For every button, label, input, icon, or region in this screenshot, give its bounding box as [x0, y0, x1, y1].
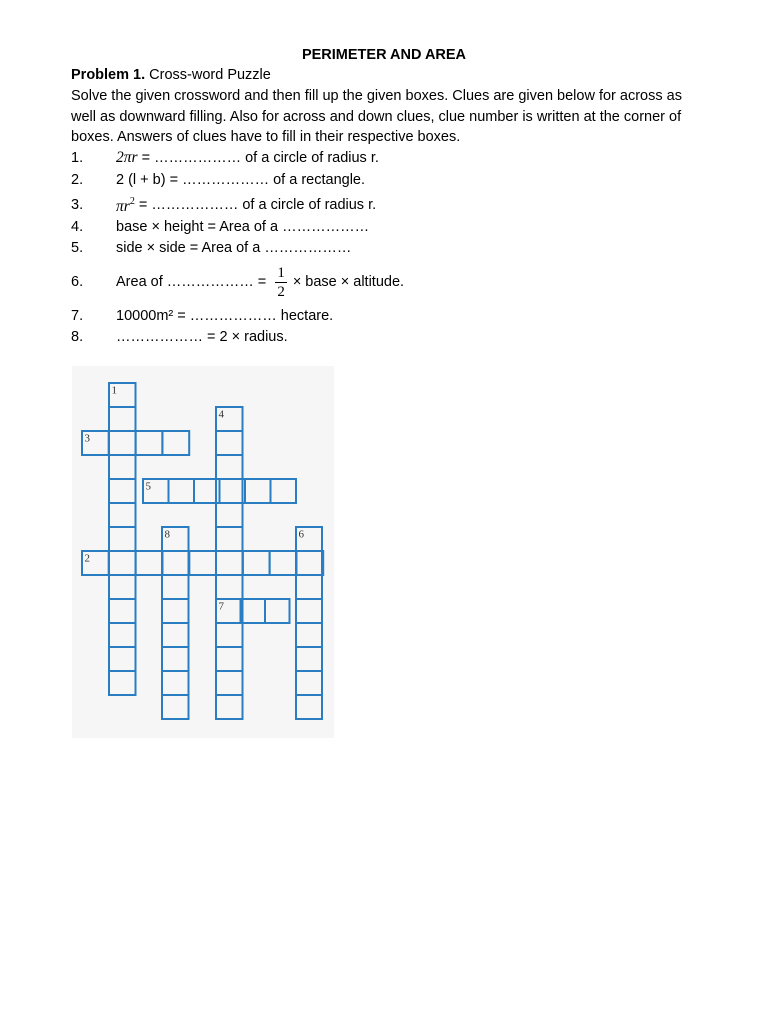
- clue-body: 10000m² = ……………… hectare.: [116, 308, 334, 324]
- clue-number: 3.: [71, 197, 84, 213]
- clue-number: 1.: [71, 150, 84, 166]
- clue-text: [116, 193, 376, 217]
- formula-base: πr: [116, 198, 130, 216]
- clue-formula: [116, 193, 135, 217]
- fraction-denominator: 2: [277, 283, 285, 300]
- clue-body: = ……………… of a circle of radius r.: [137, 150, 379, 166]
- clue-number: 8.: [71, 329, 84, 345]
- clue-number: 5.: [71, 240, 84, 256]
- clue-number: 7.: [71, 308, 84, 324]
- crossword-clue-number: 4: [218, 408, 224, 421]
- clue-body: side × side = Area of a ………………: [116, 240, 352, 256]
- clue-body-post: × base × altitude.: [292, 274, 405, 290]
- crossword-clue-number: 5: [145, 480, 151, 493]
- problem-name: Cross-word Puzzle: [149, 67, 271, 83]
- page-title: PERIMETER AND AREA: [301, 47, 467, 63]
- crossword-clue-number: 8: [164, 528, 170, 541]
- clue-body: = ……………… of a circle of radius r.: [134, 197, 377, 213]
- crossword-grid: [72, 366, 334, 738]
- clue-text: [116, 148, 379, 168]
- clue-text: [116, 264, 404, 301]
- crossword-clue-number: 1: [111, 384, 117, 397]
- problem-label: Problem 1.: [71, 67, 146, 83]
- clue-formula: 2πr: [116, 149, 138, 166]
- crossword-clue-number: 2: [84, 552, 90, 565]
- clue-number: 2.: [71, 172, 84, 188]
- clue-body: 2 (l + b) = ……………… of a rectangle.: [116, 172, 366, 188]
- problem-heading: [71, 65, 271, 85]
- formula-exponent: 2: [129, 195, 135, 207]
- fraction: [275, 264, 287, 301]
- clue-number: 6.: [71, 274, 84, 290]
- fraction-numerator: 1: [277, 264, 285, 281]
- clue-number: 4.: [71, 219, 84, 235]
- crossword-clue-number: 7: [218, 600, 224, 613]
- crossword-clue-number: 6: [298, 528, 304, 541]
- crossword-clue-number: 3: [84, 432, 90, 445]
- instructions: Solve the given crossword and then fill up the given boxes. Clues are given below for across as well as downward filling. Also for across and down clues, clue number is written at the corner of boxes. Answers of clues have to fill in their respective boxes.: [71, 88, 682, 146]
- clue-body-pre: Area of ……………… =: [116, 274, 271, 290]
- clue-body: ……………… = 2 × radius.: [116, 329, 288, 345]
- clue-body: base × height = Area of a ………………: [116, 219, 370, 235]
